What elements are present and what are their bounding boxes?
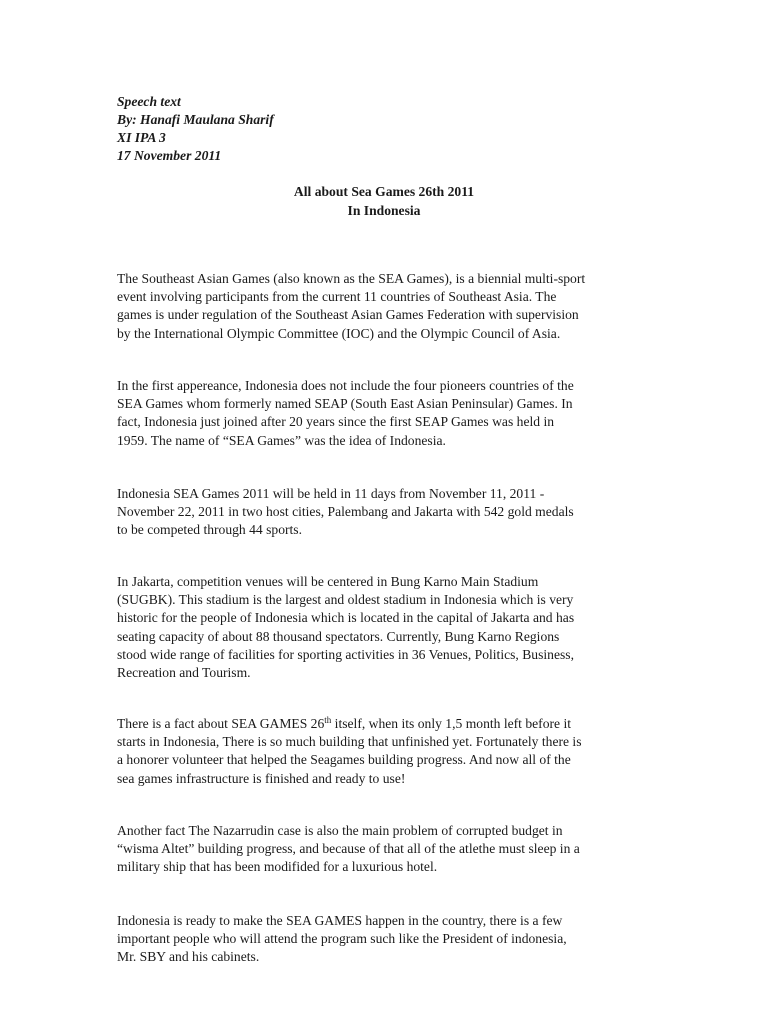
title-line-1: All about Sea Games 26th 2011 xyxy=(293,184,475,199)
paragraph-line: November 22, 2011 in two host cities, Palembang and Jakarta with 542 gold medals xyxy=(117,504,574,520)
paragraph-line-start: There is a fact about SEA GAMES 26 xyxy=(117,716,325,731)
paragraph-schedule xyxy=(117,485,653,540)
document-title xyxy=(0,183,768,220)
paragraph-line: games is under regulation of the Southeast Asian Games Federation with supervision xyxy=(117,307,579,323)
header-date: 17 November 2011 xyxy=(117,148,222,163)
paragraph-line: military ship that has been modifided for a luxurious hotel. xyxy=(117,859,438,875)
paragraph-line: Indonesia SEA Games 2011 will be held in 11 days from November 11, 2011 - xyxy=(117,486,545,501)
paragraph-line: Another fact The Nazarrudin case is also the main problem of corrupted budget in xyxy=(117,823,563,838)
speech-header xyxy=(117,93,274,165)
paragraph-line xyxy=(117,715,653,733)
paragraph-line: Indonesia is ready to make the SEA GAMES happen in the country, there is a few xyxy=(117,913,563,928)
paragraph-line: historic for the people of Indonesia which is located in the capital of Jakarta and has xyxy=(117,610,575,626)
paragraph-line: Recreation and Tourism. xyxy=(117,665,251,681)
paragraph-line: sea games infrastructure is finished and ready to use! xyxy=(117,770,406,786)
paragraph-line: important people who will attend the program such like the President of indonesia, xyxy=(117,931,567,947)
paragraph-line: a honorer volunteer that helped the Seagames building progress. And now all of the xyxy=(117,752,571,768)
paragraph-line: Mr. SBY and his cabinets. xyxy=(117,949,260,965)
paragraph-line: (SUGBK). This stadium is the largest and oldest stadium in Indonesia which is very xyxy=(117,592,574,608)
paragraph-line: event involving participants from the current 11 countries of Southeast Asia. The xyxy=(117,289,557,305)
paragraph-line: to be competed through 44 sports. xyxy=(117,522,302,538)
paragraph-line-end: itself, when its only 1,5 month left before it xyxy=(331,716,572,731)
paragraph-history xyxy=(117,377,653,450)
header-label: Speech text xyxy=(117,94,181,109)
header-class: XI IPA 3 xyxy=(117,130,166,145)
paragraph-line: starts in Indonesia, There is so much building that unfinished yet. Fortunately there is xyxy=(117,734,582,750)
paragraph-ready xyxy=(117,912,653,967)
paragraph-line: 1959. The name of “SEA Games” was the idea of Indonesia. xyxy=(117,432,446,448)
paragraph-jakarta xyxy=(117,573,653,682)
paragraph-line: seating capacity of about 88 thousand spectators. Currently, Bung Karno Regions xyxy=(117,628,560,644)
paragraph-line: “wisma Altet” building progress, and because of that all of the atlethe must sleep in a xyxy=(117,841,580,857)
paragraph-line: by the International Olympic Committee (IOC) and the Olympic Council of Asia. xyxy=(117,325,561,341)
paragraph-line: SEA Games whom formerly named SEAP (South East Asian Peninsular) Games. In xyxy=(117,396,573,412)
paragraph-intro xyxy=(117,270,653,343)
paragraph-line: The Southeast Asian Games (also known as the SEA Games), is a biennial multi-sport xyxy=(117,271,586,286)
ordinal-superscript: th xyxy=(324,715,332,725)
paragraph-line: In Jakarta, competition venues will be centered in Bung Karno Main Stadium xyxy=(117,574,539,589)
paragraph-nazarrudin xyxy=(117,822,653,877)
paragraph-fact xyxy=(117,715,653,788)
title-line-2: In Indonesia xyxy=(347,202,421,218)
paragraph-line: fact, Indonesia just joined after 20 years since the first SEAP Games was held in xyxy=(117,414,555,430)
paragraph-line: In the first appereance, Indonesia does not include the four pioneers countries of the xyxy=(117,378,574,393)
paragraph-line: stood wide range of facilities for sporting activities in 36 Venues, Politics, Business, xyxy=(117,646,574,662)
header-author: By: Hanafi Maulana Sharif xyxy=(117,112,274,127)
